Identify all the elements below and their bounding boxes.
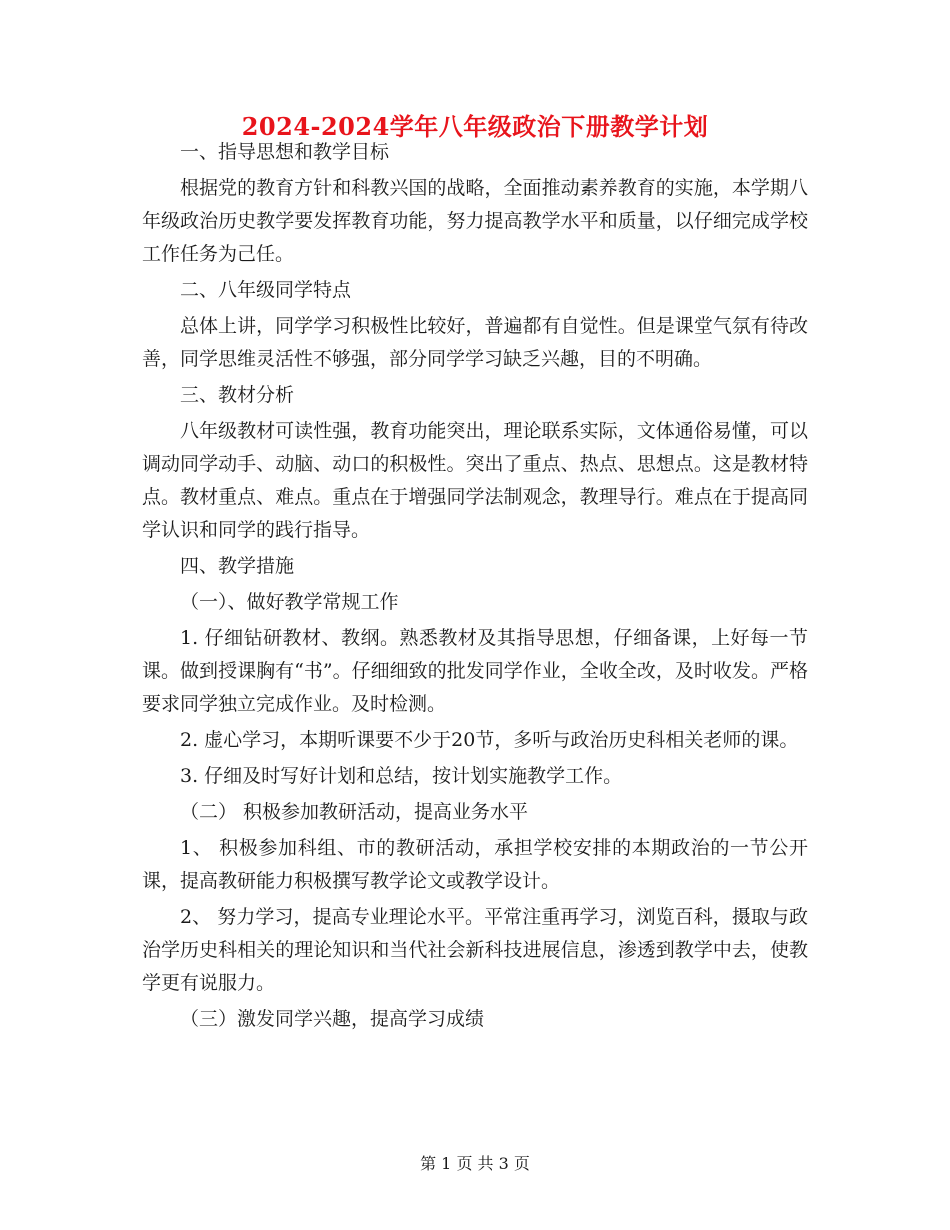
subsection-heading: （二） 积极参加教研活动，提高业务水平 [180,801,529,823]
subsection-heading: （三）激发同学兴趣，提高学习成绩 [180,1008,485,1030]
list-item: 1. 仔细钻研教材、教纲。熟悉教材及其指导思想，仔细备课，上好每一节课。做到授课胸有“书”。仔细细致的批发同学作业，全收全改，及时收发。严格要求同学独立完成作业。及时检测。 [142,627,808,715]
section-heading-guiding-ideology: 一、指导思想和教学目标 [180,141,390,163]
section-heading-teaching-measures: 四、教学措施 [180,555,295,577]
body-paragraph: 总体上讲，同学学习积极性比较好，普遍都有自觉性。但是课堂气氛有待改善，同学思维灵活性不够强，部分同学学习缺乏兴趣，目的不明确。 [142,315,808,370]
body-paragraph: 八年级教材可读性强，教育功能突出，理论联系实际，文体通俗易懂，可以调动同学动手、动脑、动口的积极性。突出了重点、热点、思想点。这是教材特点。教材重点、难点。重点在于增强同学法制观念，教理导行。难点在于提高同学认识和同学的践行指导。 [142,420,808,541]
list-item: 3. 仔细及时写好计划和总结，按计划实施教学工作。 [180,765,623,787]
section-heading-student-traits: 二、八年级同学特点 [180,279,352,301]
document-title: 2024-2024学年八年级政治下册教学计划 [241,112,709,141]
list-item: 2. 虚心学习，本期听课要不少于20节，多听与政治历史科相关老师的课。 [180,729,799,751]
subsection-heading: （一）、做好教学常规工作 [180,591,399,613]
page-number-footer: 第 1 页 共 3 页 [420,1154,530,1173]
list-item: 1、 积极参加科组、市的教研活动，承担学校安排的本期政治的一节公开课，提高教研能力积极撰写教学论文或教学设计。 [142,837,808,892]
body-paragraph: 根据党的教育方针和科教兴国的战略，全面推动素养教育的实施，本学期八年级政治历史教学要发挥教育功能，努力提高教学水平和质量，以仔细完成学校工作任务为己任。 [142,177,808,265]
document-body [142,136,808,1036]
list-item: 2、 努力学习，提高专业理论水平。平常注重再学习，浏览百科，摄取与政治学历史科相关的理论知识和当代社会新科技进展信息，渗透到教学中去，使教学更有说服力。 [142,906,808,994]
section-heading-textbook-analysis: 三、教材分析 [180,384,295,406]
